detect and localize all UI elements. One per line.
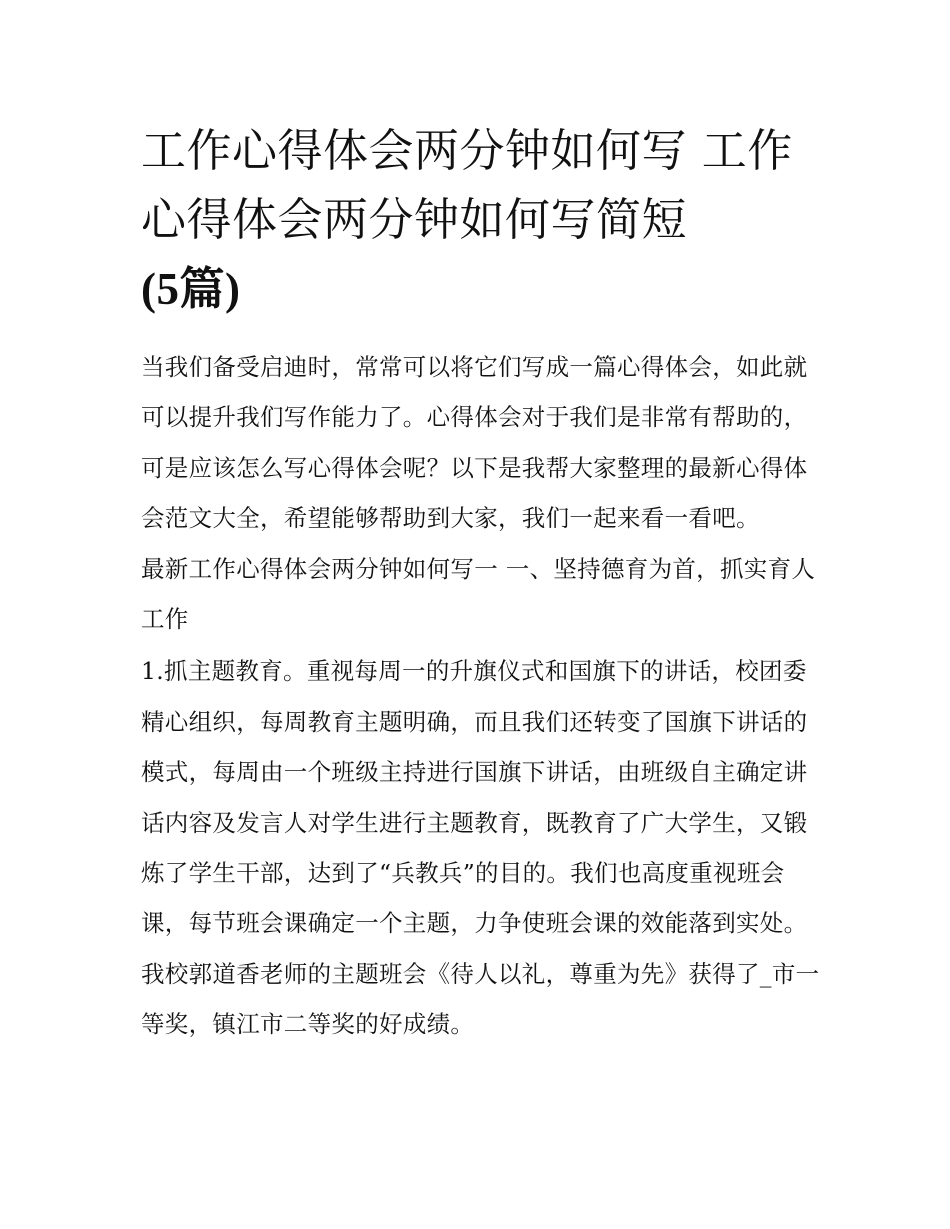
intro-paragraph: 当我们备受启迪时，常常可以将它们写成一篇心得体会，如此就可以提升我们写作能力了。心得体会对于我们是非常有帮助的，可是应该怎么写心得体会呢？以下是我帮大家整理的最新心得体会范文大全，希望能够帮助到大家，我们一起来看一看吧。: [141, 353, 808, 533]
document-title-suffix: (5篇): [141, 264, 241, 314]
document-title-main: 工作心得体会两分钟如何写 工作心得体会两分钟如何写简短: [141, 124, 793, 246]
item-1-paragraph: 1.抓主题教育。重视每周一的升旗仪式和国旗下的讲话，校团委精心组织，每周教育主题明确，而且我们还转变了国旗下讲话的模式，每周由一个班级主持进行国旗下讲话，由班级自主确定讲话内容及发言人对学生进行主题教育，既教育了广大学生，又锻炼了学生干部，达到了“兵教兵”的目的。我们也高度重视班会课，每节班会课确定一个主题，力争使班会课的效能落到实处。我校郭道香老师的主题班会《待人以礼，尊重为先》获得了_市一等奖，镇江市二等奖的好成绩。: [141, 657, 820, 1039]
document-title: [141, 116, 821, 324]
section-heading-paragraph: 最新工作心得体会两分钟如何写一 一、坚持德育为首，抓实育人工作: [141, 554, 816, 634]
document-body: [141, 116, 821, 1050]
